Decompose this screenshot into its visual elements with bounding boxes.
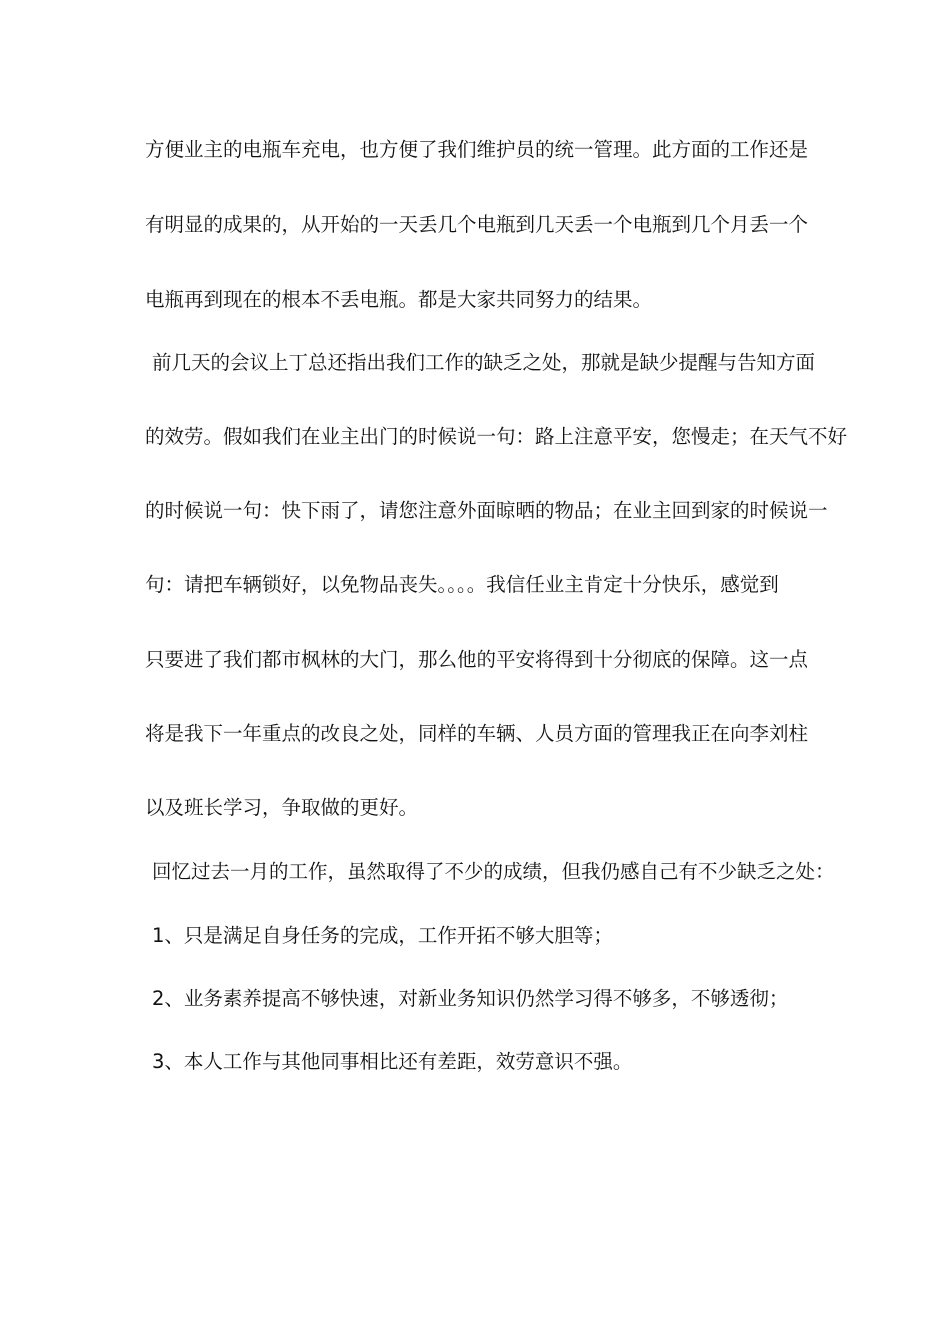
- paragraph-line: 回忆过去一月的工作，虽然取得了不少的成绩，但我仍感自己有不少缺乏之处：: [152, 860, 835, 883]
- list-item: 1、只是满足自身任务的完成，工作开拓不够大胆等；: [152, 924, 613, 947]
- paragraph-line: 的时候说一句：快下雨了，请您注意外面晾晒的物品；在业主回到家的时候说一: [145, 499, 828, 522]
- paragraph-line: 方便业主的电瓶车充电，也方便了我们维护员的统一管理。此方面的工作还是: [145, 138, 809, 161]
- paragraph-line: 以及班长学习，争取做的更好。: [145, 796, 419, 819]
- paragraph-line: 句：请把车辆锁好，以免物品丧失。。。。我信任业主肯定十分快乐，感觉到: [145, 573, 779, 596]
- paragraph-line: 只要进了我们都市枫林的大门，那么他的平安将得到十分彻底的保障。这一点: [145, 648, 809, 671]
- list-item: 3、本人工作与其他同事相比还有差距，效劳意识不强。: [152, 1050, 633, 1073]
- paragraph-line: 电瓶再到现在的根本不丢电瓶。都是大家共同努力的结果。: [145, 288, 653, 311]
- paragraph-line: 有明显的成果的，从开始的一天丢几个电瓶到几天丢一个电瓶到几个月丢一个: [145, 213, 809, 236]
- list-item: 2、业务素养提高不够快速，对新业务知识仍然学习得不够多，不够透彻；: [152, 987, 789, 1010]
- paragraph-line: 前几天的会议上丁总还指出我们工作的缺乏之处，那就是缺少提醒与告知方面: [152, 351, 816, 374]
- paragraph-line: 将是我下一年重点的改良之处，同样的车辆、人员方面的管理我正在向李刘柱: [145, 722, 809, 745]
- paragraph-line: 的效劳。假如我们在业主出门的时候说一句：路上注意平安，您慢走；在天气不好: [145, 425, 848, 448]
